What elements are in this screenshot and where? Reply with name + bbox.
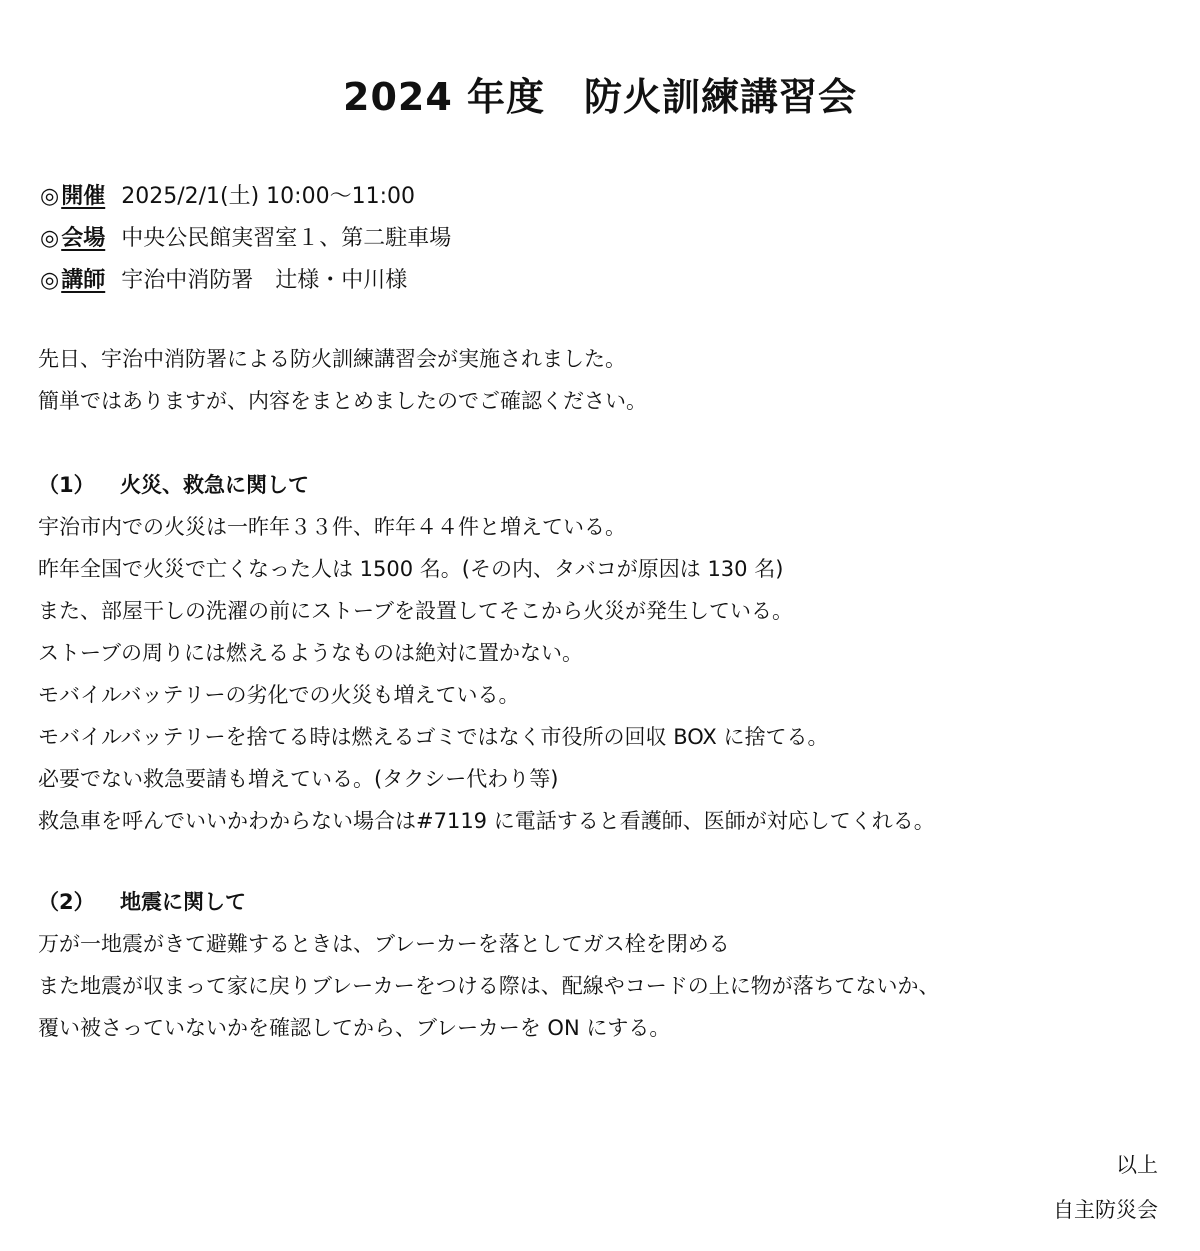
section-line: モバイルバッテリーを捨てる時は燃えるゴミではなく市役所の回収 BOX に捨てる。 xyxy=(38,725,829,749)
event-venue-value: 中央公民館実習室１、第二駐車場 xyxy=(121,226,452,251)
event-date-label: 開催 xyxy=(61,184,106,209)
section-number: （1） xyxy=(38,473,95,497)
event-instructor-label: 講師 xyxy=(61,268,106,293)
section-title: 地震に関して xyxy=(120,890,246,914)
section-line: 救急車を呼んでいいかわからない場合は#7119 に電話すると看護師、医師が対応してくれる。 xyxy=(38,809,935,833)
event-instructor-value: 宇治中消防署 辻様・中川様 xyxy=(121,268,408,293)
event-info xyxy=(40,176,451,302)
bullet-mark: ◎ xyxy=(40,184,60,209)
section-line: 覆い被さっていないかを確認してから、ブレーカーを ON にする。 xyxy=(38,1016,671,1040)
section-line: 万が一地震がきて避難するときは、ブレーカーを落としてガス栓を閉める xyxy=(38,932,730,956)
section-line: 必要でない救急要請も増えている。(タクシー代わり等) xyxy=(38,767,559,791)
event-venue-label: 会場 xyxy=(61,226,106,251)
intro-line: 簡単ではありますが、内容をまとめましたのでご確認ください。 xyxy=(38,389,647,413)
intro-line: 先日、宇治中消防署による防火訓練講習会が実施されました。 xyxy=(38,347,626,371)
section-line: ストーブの周りには燃えるようなものは絶対に置かない。 xyxy=(38,641,583,665)
organization-name: 自主防災会 xyxy=(1053,1198,1158,1222)
bullet-mark: ◎ xyxy=(40,268,60,293)
section-number: （2） xyxy=(38,890,95,914)
section-heading xyxy=(38,881,940,923)
closing-block xyxy=(1053,1143,1158,1233)
document-title: 2024 年度 防火訓練講習会 xyxy=(343,75,857,119)
section-line: モバイルバッテリーの劣化での火災も増えている。 xyxy=(38,683,520,707)
section-line: また、部屋干しの洗濯の前にストーブを設置してそこから火災が発生している。 xyxy=(38,599,793,623)
section-earthquake xyxy=(38,881,940,1049)
event-date-row xyxy=(40,176,451,218)
section-line: 昨年全国で火災で亡くなった人は 1500 名。(その内、タバコが原因は 130 名) xyxy=(38,557,784,581)
section-line: 宇治市内での火災は一昨年３３件、昨年４４件と増えている。 xyxy=(38,515,626,539)
section-title: 火災、救急に関して xyxy=(120,473,309,497)
closing-end-mark: 以上 xyxy=(1116,1153,1158,1177)
intro-paragraph xyxy=(38,338,647,422)
section-heading xyxy=(38,464,935,506)
event-venue-row xyxy=(40,218,451,260)
event-date-value: 2025/2/1(土) 10:00～11:00 xyxy=(121,184,415,209)
event-instructor-row xyxy=(40,260,451,302)
bullet-mark: ◎ xyxy=(40,226,60,251)
section-fire-emergency xyxy=(38,464,935,842)
section-line: また地震が収まって家に戻りブレーカーをつける際は、配線やコードの上に物が落ちてないか、 xyxy=(38,974,940,998)
